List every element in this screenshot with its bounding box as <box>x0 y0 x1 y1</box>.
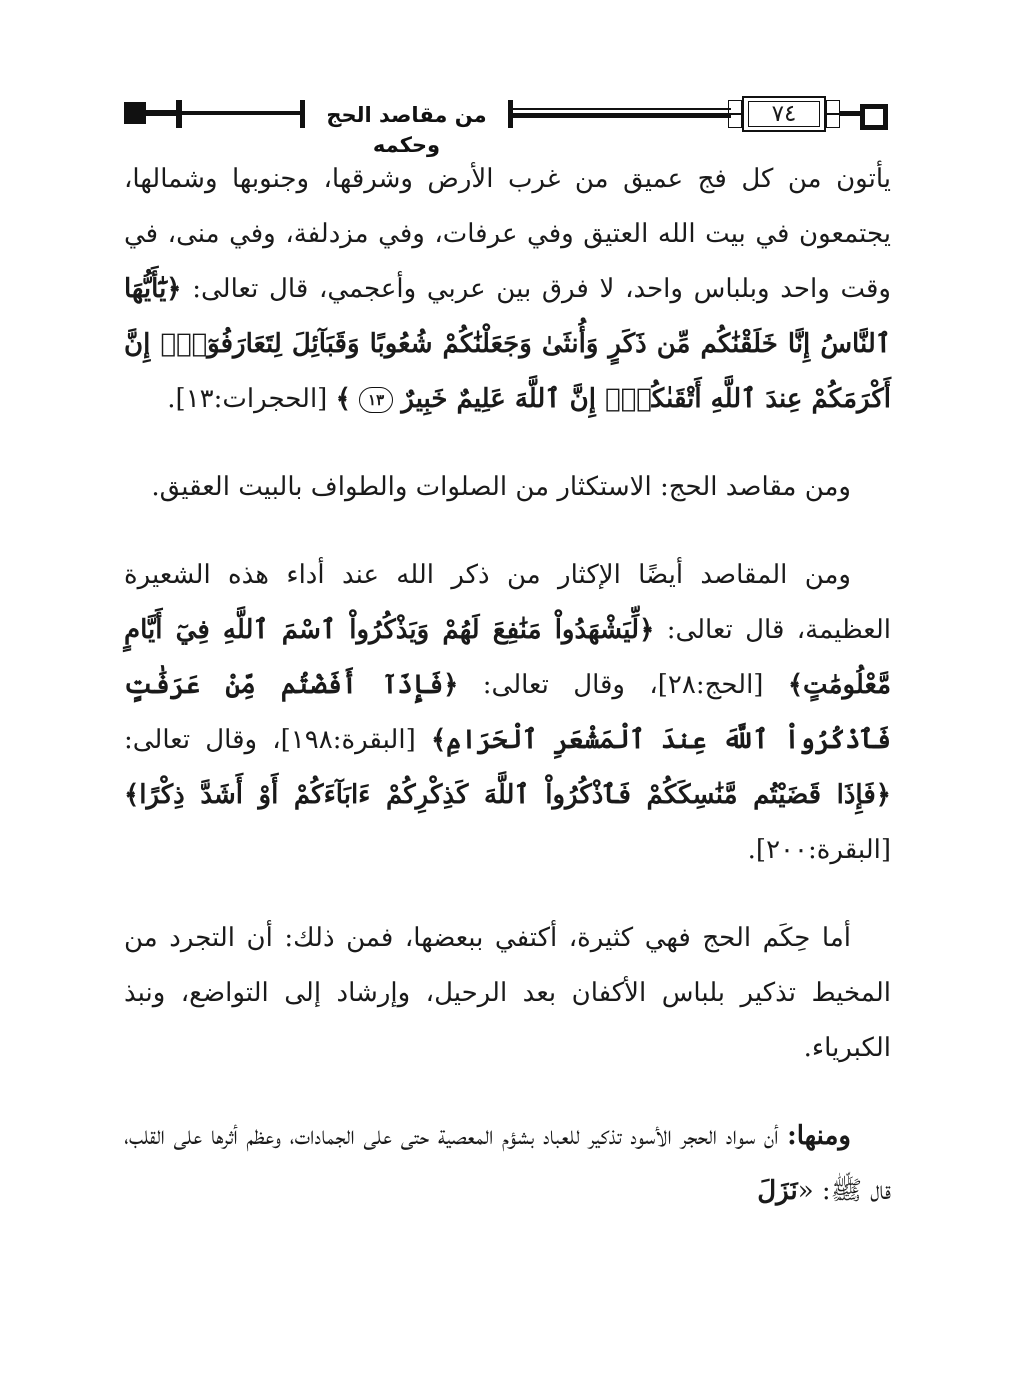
frame-knot-ornament <box>826 114 840 128</box>
header-right-rule <box>840 111 862 116</box>
verse-number: ١٣ <box>359 387 393 413</box>
header-left-block <box>124 102 146 124</box>
paragraph-5 <box>124 1109 891 1219</box>
header-title-bar-left <box>300 100 305 128</box>
frame-knot-ornament <box>728 100 742 114</box>
header-main-rule-lower <box>513 113 731 118</box>
verse-reference: [الحج:٢٨]، وقال تعالى: <box>458 670 788 700</box>
header-main-rule <box>513 108 731 110</box>
paragraph-text: يأتون من كل فج عميق من غرب الأرض وشرقها، وجنوبها وشمالها، يجتمعون في بيت الله العتيق وفي عرفات، وفي مزدلفة، وفي منى، في وقت واحد وبلباس واحد، لا فرق بين عربي وأعجمي، قال تعالى: <box>124 164 891 304</box>
page-number: ٧٤ <box>748 101 820 127</box>
verse-close-bracket: ﴾ <box>335 384 351 414</box>
quran-verse: ﴿لِّيَشْهَدُواْ مَنَٰفِعَ لَهُمْ وَيَذْكُرُواْ ٱسْمَ ٱللَّهِ فِيٓ أَيَّامٍ مَّعْلُومَٰتٍ﴾ <box>124 615 892 700</box>
paragraph-2: ومن مقاصد الحج: الاستكثار من الصلوات والطواف بالبيت العقيق. <box>151 472 851 502</box>
hadith-text: نَزَلَ <box>757 1176 798 1206</box>
paragraph-text: ومن المقاصد أيضًا الإكثار من ذكر الله عند أداء هذه الشعيرة العظيمة، قال تعالى: <box>124 560 891 645</box>
verse-reference: [البقرة:٢٠٠]. <box>747 835 891 865</box>
paragraph-lead-word: ومنها: <box>787 1121 851 1151</box>
header-rule-segment <box>182 111 302 115</box>
verse-reference: [البقرة:١٩٨]، وقال تعالى: <box>124 725 431 755</box>
book-title: من مقاصد الحج وحكمه <box>326 103 487 157</box>
frame-knot-ornament <box>728 114 742 128</box>
paragraph-1 <box>124 152 891 427</box>
verse-reference: [الحجرات:١٣]. <box>167 384 336 414</box>
quran-verse: ﴿يَٰٓأَيُّهَا ٱلنَّاسُ إِنَّا خَلَقْنَٰكُم مِّن ذَكَرٍ وَأُنثَىٰ وَجَعَلْنَٰكُمْ شُعُوبًا وَقَبَآئِلَ لِتَعَارَفُوٓاْۚ إِنَّ أَكْرَمَكُمْ عِندَ ٱللَّهِ أَتْقَىٰكُمْۚ إِنَّ ٱللَّهَ عَلِيمٌ خَبِيرٌ <box>124 274 891 414</box>
quran-verse: ﴿فَإِذَآ أَفَضْتُم مِّنْ عَرَفَٰتٍ فَٱذْكُرُواْ ٱللَّهَ عِندَ ٱلْمَشْعَرِ ٱلْحَرَامِ﴾ <box>124 670 891 755</box>
running-header <box>124 92 891 157</box>
page-body <box>124 152 891 1219</box>
quran-verse: ﴿فَإِذَا قَضَيْتُم مَّنَٰسِكَكُمْ فَٱذْكُرُواْ ٱللَّهَ كَذِكْرِكُمْ ءَابَآءَكُمْ أَوْ أَشَدَّ ذِكْرًا﴾ <box>124 780 891 810</box>
frame-knot-ornament <box>826 100 840 114</box>
page-number-frame <box>728 96 840 132</box>
paragraph-4: أما حِكَم الحج فهي كثيرة، أكتفي ببعضها، فمن ذلك: أن التجرد من المخيط تذكير بلباس الأكفان بعد الرحيل، وإرشاد إلى التواضع، ونبذ الكبرياء. <box>124 923 891 1063</box>
paragraph-text: أن سواد الحجر الأسود تذكير للعباد بشؤم المعصية حتى على الجمادات، وعظم أثرها على القلب، قال ﷺ: « <box>124 1121 891 1206</box>
header-left-rule <box>146 110 176 116</box>
header-end-box <box>860 104 888 130</box>
paragraph-3 <box>124 548 891 878</box>
